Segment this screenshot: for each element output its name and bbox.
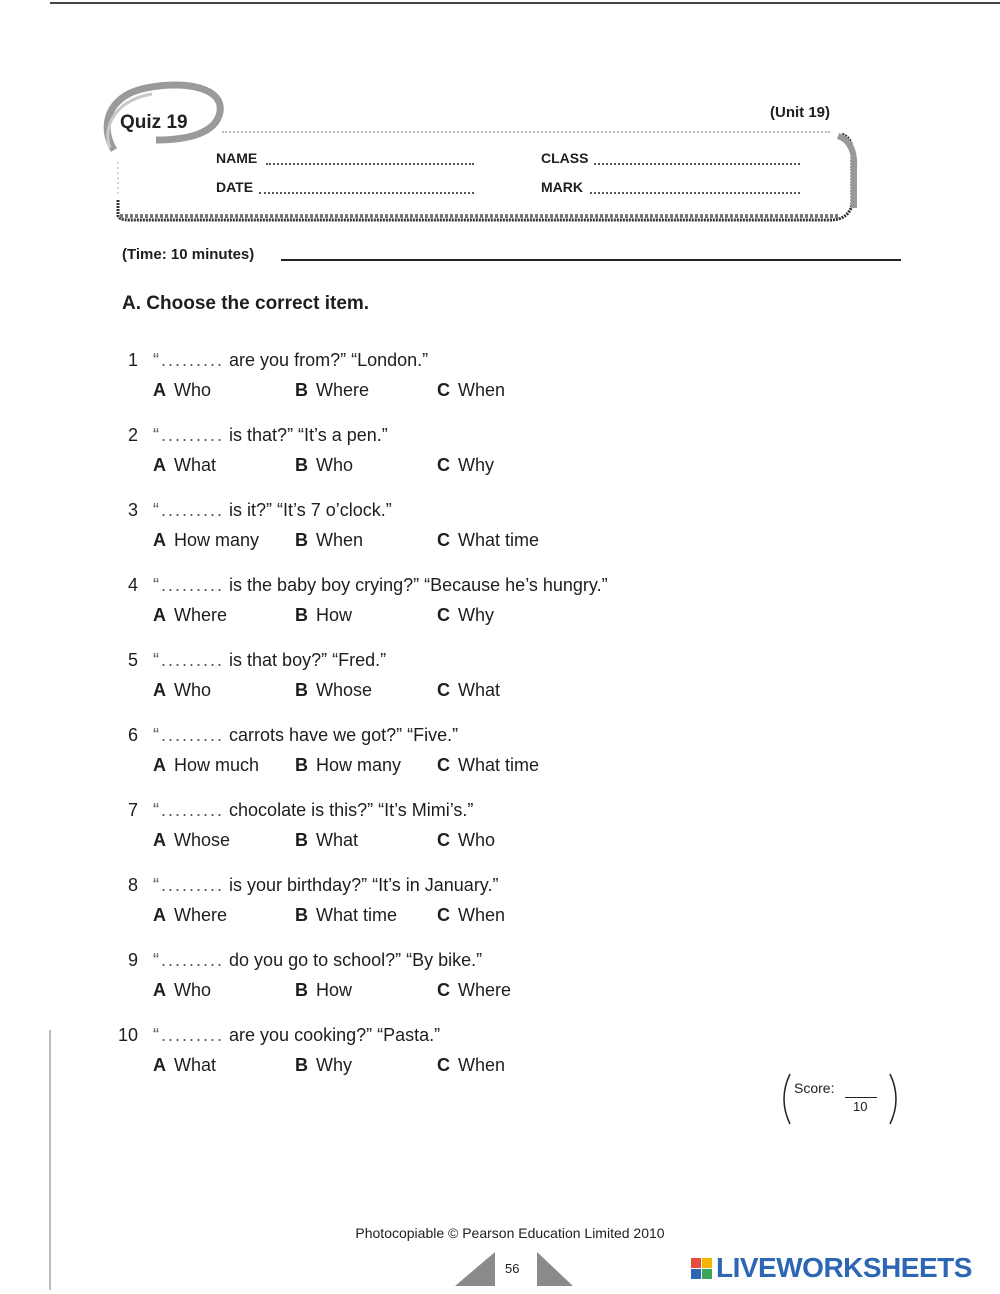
option-a[interactable]: [153, 530, 259, 551]
option-text: Whose: [174, 830, 231, 850]
option-text: What time: [316, 905, 398, 925]
option-text: When: [458, 905, 506, 925]
page-number: 56: [505, 1261, 520, 1276]
option-text: What time: [458, 530, 540, 550]
question-number: 6: [127, 725, 138, 745]
option-a[interactable]: [153, 605, 227, 626]
score-label: Score:: [794, 1080, 835, 1096]
option-b[interactable]: [295, 905, 397, 926]
question-text: do you go to school?” “By bike.”: [229, 950, 483, 970]
option-text: Where: [174, 605, 228, 625]
option-text: What time: [458, 755, 540, 775]
option-text: How much: [174, 755, 260, 775]
option-c[interactable]: [437, 680, 500, 701]
option-b[interactable]: [295, 830, 358, 851]
option-text: Why: [458, 455, 494, 475]
question-stem: [153, 425, 388, 446]
option-a[interactable]: [153, 980, 211, 1001]
option-b[interactable]: [295, 980, 352, 1001]
unit-label: (Unit 19): [770, 104, 830, 121]
option-text: What: [316, 830, 359, 850]
question-number: 9: [127, 950, 138, 970]
question-3: [0, 500, 900, 560]
option-b[interactable]: [295, 755, 401, 776]
time-rule: [281, 259, 901, 261]
question-text: is your birthday?” “It’s in January.”: [229, 875, 499, 895]
mark-field[interactable]: [590, 182, 800, 194]
answer-blank[interactable]: “.........: [153, 575, 225, 595]
option-text: When: [458, 380, 506, 400]
score-brackets: [780, 1070, 900, 1128]
option-a[interactable]: [153, 680, 211, 701]
option-a[interactable]: [153, 830, 230, 851]
option-c[interactable]: [437, 905, 505, 926]
option-c[interactable]: [437, 1055, 505, 1076]
answer-blank[interactable]: “.........: [153, 425, 225, 445]
option-text: Where: [174, 905, 228, 925]
option-c[interactable]: [437, 980, 511, 1001]
question-number: 8: [127, 875, 138, 895]
question-10: [0, 1025, 900, 1085]
option-text: Who: [174, 680, 212, 700]
option-text: Who: [458, 830, 496, 850]
question-number: 1: [127, 350, 138, 370]
question-number: 4: [127, 575, 138, 595]
question-7: [0, 800, 900, 860]
option-text: Where: [316, 380, 370, 400]
question-number: 3: [127, 500, 138, 520]
option-text: How: [316, 605, 353, 625]
section-title: A. Choose the correct item.: [122, 293, 370, 314]
option-a[interactable]: [153, 755, 259, 776]
question-number: 7: [127, 800, 138, 820]
question-stem: [153, 800, 473, 821]
option-a[interactable]: [153, 1055, 216, 1076]
question-5: [0, 650, 900, 710]
header-frame: [110, 120, 860, 224]
option-letter: A: [153, 1055, 166, 1075]
question-6: [0, 725, 900, 785]
question-text: is the baby boy crying?” “Because he’s hungry.”: [229, 575, 608, 595]
option-letter: C: [437, 455, 450, 475]
option-text: Who: [174, 980, 212, 1000]
option-text: Why: [458, 605, 494, 625]
option-text: When: [458, 1055, 506, 1075]
question-1: [0, 350, 900, 410]
question-number: 10: [117, 1025, 138, 1045]
answer-blank[interactable]: “.........: [153, 650, 225, 670]
date-label: DATE: [216, 179, 254, 195]
question-text: is it?” “It’s 7 o’clock.”: [229, 500, 392, 520]
question-stem: [153, 950, 482, 971]
option-letter: C: [437, 830, 450, 850]
option-b[interactable]: [295, 530, 363, 551]
option-c[interactable]: [437, 605, 494, 626]
question-text: carrots have we got?” “Five.”: [229, 725, 459, 745]
option-b[interactable]: [295, 380, 369, 401]
option-letter: C: [437, 1055, 450, 1075]
option-text: When: [316, 530, 364, 550]
option-b[interactable]: [295, 1055, 352, 1076]
option-text: Whose: [316, 680, 373, 700]
option-c[interactable]: [437, 755, 539, 776]
question-stem: [153, 725, 458, 746]
option-b[interactable]: [295, 605, 352, 626]
option-text: Why: [316, 1055, 352, 1075]
footer-copyright: [0, 1225, 1000, 1241]
question-stem: [153, 875, 498, 896]
question-4: [0, 575, 900, 635]
option-letter: A: [153, 980, 166, 1000]
quiz-title: Quiz 19: [120, 112, 188, 133]
option-letter: C: [437, 905, 450, 925]
question-8: [0, 875, 900, 935]
option-text: What: [174, 455, 217, 475]
answer-blank[interactable]: “.........: [153, 725, 225, 745]
option-letter: B: [295, 530, 308, 550]
option-letter: C: [437, 530, 450, 550]
score-fraction-line: [845, 1097, 877, 1098]
question-stem: [153, 1025, 440, 1046]
question-text: is that boy?” “Fred.”: [229, 650, 387, 670]
question-stem: [153, 350, 428, 371]
option-text: What: [174, 1055, 217, 1075]
score-denominator: 10: [853, 1099, 868, 1114]
option-letter: A: [153, 380, 166, 400]
question-text: are you cooking?” “Pasta.”: [229, 1025, 441, 1045]
option-text: What: [458, 680, 501, 700]
option-letter: C: [437, 380, 450, 400]
option-letter: B: [295, 905, 308, 925]
option-letter: B: [295, 455, 308, 475]
option-letter: C: [437, 980, 450, 1000]
option-letter: B: [295, 755, 308, 775]
liveworksheets-watermark: LIVEWORKSHEETS: [716, 1252, 972, 1283]
question-stem: [153, 575, 608, 596]
option-a[interactable]: [153, 380, 211, 401]
answer-blank[interactable]: “.........: [153, 875, 225, 895]
top-rule: [50, 2, 1000, 4]
option-letter: A: [153, 680, 166, 700]
option-c[interactable]: [437, 530, 539, 551]
option-c[interactable]: [437, 830, 495, 851]
question-text: are you from?” “London.”: [229, 350, 429, 370]
class-field[interactable]: [594, 153, 800, 165]
option-letter: C: [437, 680, 450, 700]
option-text: Who: [316, 455, 354, 475]
question-stem: [153, 650, 386, 671]
mark-label: MARK: [541, 179, 583, 195]
name-label: NAME: [216, 150, 258, 166]
answer-blank[interactable]: “.........: [153, 1025, 225, 1045]
option-letter: A: [153, 455, 166, 475]
answer-blank[interactable]: “.........: [153, 950, 225, 970]
option-text: How many: [316, 755, 402, 775]
option-c[interactable]: [437, 380, 505, 401]
time-limit: (Time: 10 minutes): [122, 246, 255, 263]
option-a[interactable]: [153, 455, 216, 476]
class-label: CLASS: [541, 150, 589, 166]
option-letter: A: [153, 830, 166, 850]
option-c[interactable]: [437, 455, 494, 476]
question-number: 5: [127, 650, 138, 670]
question-2: [0, 425, 900, 485]
option-letter: A: [153, 530, 166, 550]
option-b[interactable]: [295, 680, 372, 701]
copyright-text: Photocopiable © Pearson Education Limited 2010: [355, 1225, 665, 1241]
option-letter: C: [437, 605, 450, 625]
name-field[interactable]: [266, 153, 474, 165]
question-text: is that?” “It’s a pen.”: [229, 425, 388, 445]
option-letter: B: [295, 980, 308, 1000]
option-letter: A: [153, 605, 166, 625]
option-letter: B: [295, 380, 308, 400]
question-text: chocolate is this?” “It’s Mimi’s.”: [229, 800, 474, 820]
option-text: Who: [174, 380, 212, 400]
question-number: 2: [127, 425, 138, 445]
option-b[interactable]: [295, 455, 353, 476]
option-letter: C: [437, 755, 450, 775]
option-a[interactable]: [153, 905, 227, 926]
option-letter: A: [153, 905, 166, 925]
answer-blank[interactable]: “.........: [153, 350, 225, 370]
option-text: Where: [458, 980, 512, 1000]
answer-blank[interactable]: “.........: [153, 800, 225, 820]
option-letter: B: [295, 680, 308, 700]
option-letter: B: [295, 830, 308, 850]
option-letter: B: [295, 1055, 308, 1075]
option-text: How many: [174, 530, 260, 550]
option-letter: B: [295, 605, 308, 625]
option-letter: A: [153, 755, 166, 775]
question-stem: [153, 500, 392, 521]
question-9: [0, 950, 900, 1010]
answer-blank[interactable]: “.........: [153, 500, 225, 520]
option-text: How: [316, 980, 353, 1000]
date-field[interactable]: [259, 182, 474, 194]
